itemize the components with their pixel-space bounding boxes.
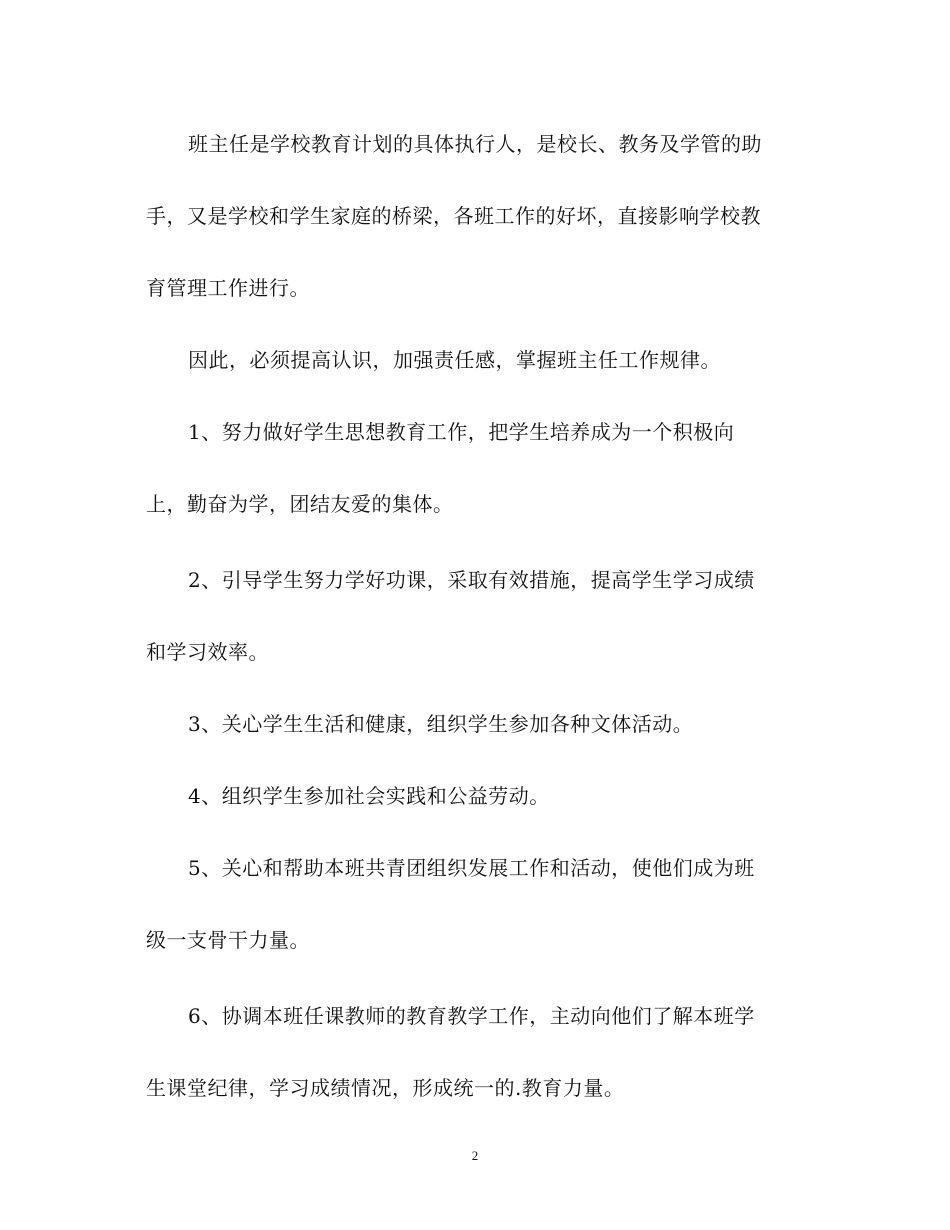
paragraph-line: 因此，必须提高认识，加强责任感，掌握班主任工作规律。 (188, 348, 721, 372)
paragraph-line: 1、努力做好学生思想教育工作，把学生培养成为一个积极向 (188, 420, 735, 444)
page-number: 2 (471, 1148, 479, 1163)
paragraph-line: 育管理工作进行。 (146, 276, 310, 300)
paragraph-line: 手，又是学校和学生家庭的桥梁，各班工作的好坏，直接影响学校教 (146, 204, 761, 228)
paragraph-line: 班主任是学校教育计划的具体执行人，是校长、教务及学管的助 (188, 132, 762, 156)
paragraph-line: 级一支骨干力量。 (146, 928, 310, 952)
paragraph-line: 生课堂纪律，学习成绩情况，形成统一的.教育力量。 (146, 1076, 625, 1100)
paragraph-line: 5、关心和帮助本班共青团组织发展工作和活动，使他们成为班 (188, 856, 755, 880)
paragraph-line: 和学习效率。 (146, 640, 269, 664)
paragraph-line: 上，勤奋为学，团结友爱的集体。 (146, 492, 454, 516)
paragraph-line: 4、组织学生参加社会实践和公益劳动。 (188, 784, 550, 808)
paragraph-line: 2、引导学生努力学好功课，采取有效措施，提高学生学习成绩 (188, 568, 755, 592)
paragraph-line: 6、协调本班任课教师的教育教学工作，主动向他们了解本班学 (188, 1004, 755, 1028)
paragraph-line: 3、关心学生生活和健康，组织学生参加各种文体活动。 (188, 712, 694, 736)
